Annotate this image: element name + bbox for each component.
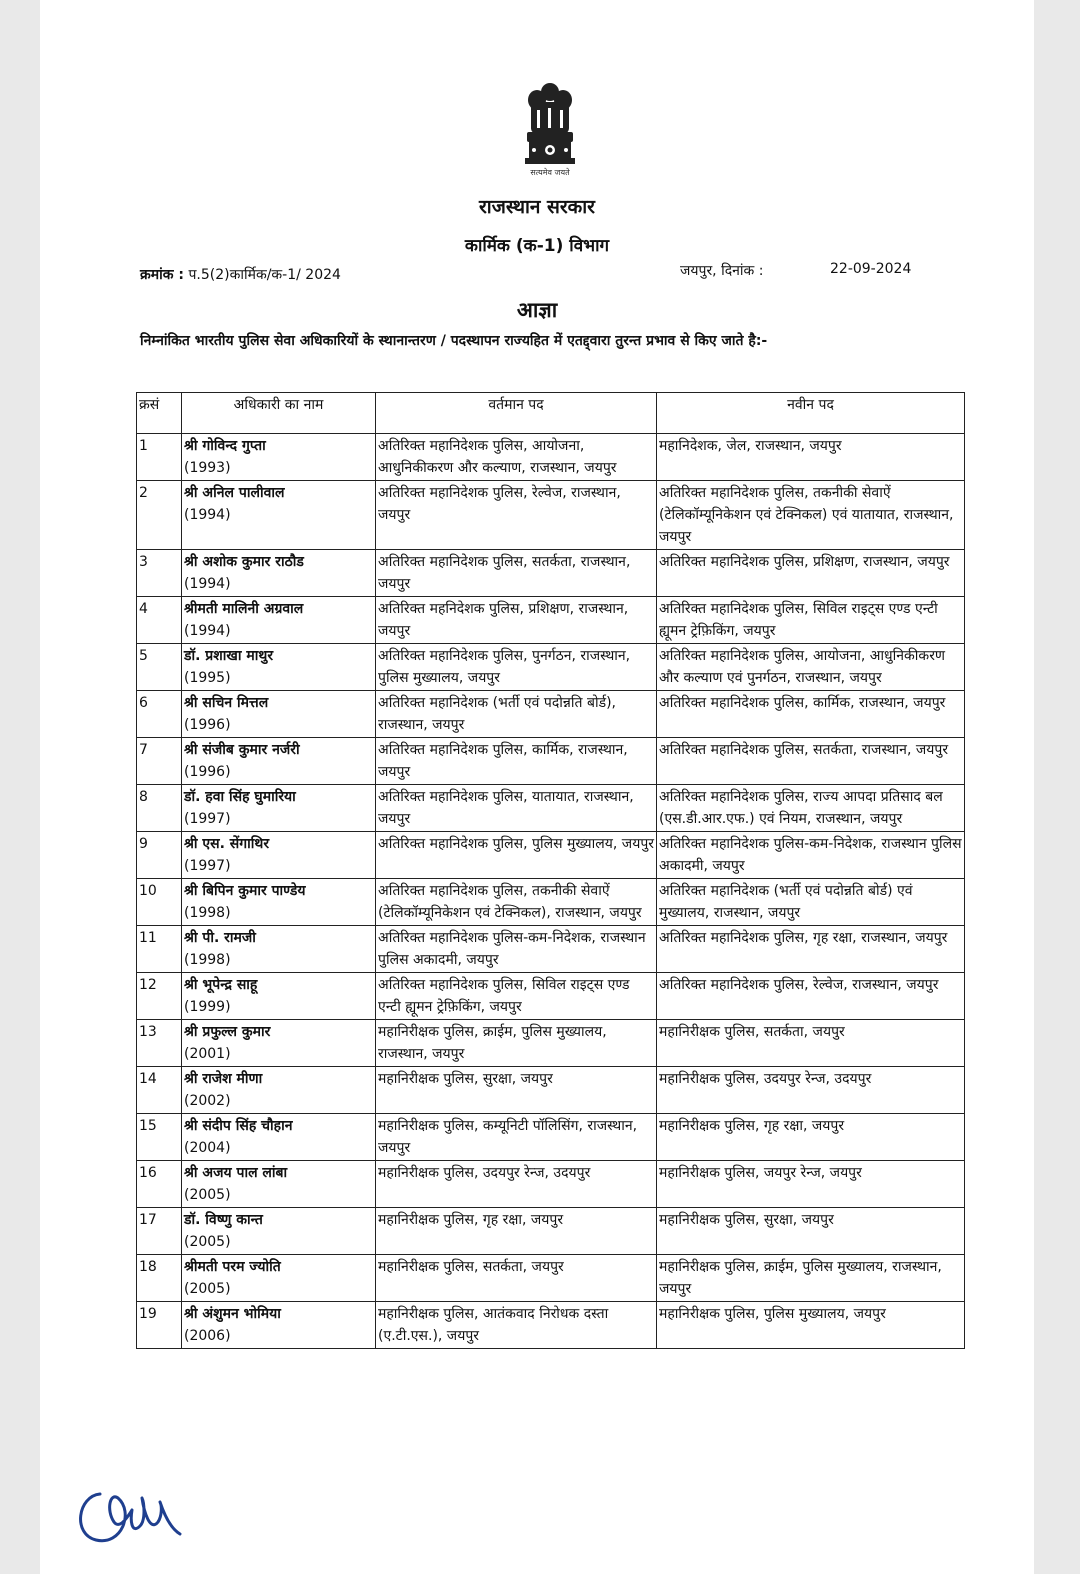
officer-batch-year: (2004) (184, 1140, 231, 1156)
document-page (40, 0, 1034, 1574)
header-name: अधिकारी का नाम (182, 393, 376, 434)
cell-current-post: अतिरिक्त महानिदेशक पुलिस, सतर्कता, राजस्थान, जयपुर (376, 550, 657, 597)
cell-sno: 17 (137, 1208, 182, 1255)
order-intro: निम्नांकित भारतीय पुलिस सेवा अधिकारियों के स्थानान्तरण / पदस्थापन राज्यहित में एतद्द्वारा तुरन्त प्रभाव से किए जाते है:- (140, 333, 768, 349)
order-date: 22-09-2024 (830, 261, 912, 277)
officer-batch-year: (1994) (184, 507, 231, 523)
government-title: राजस्थान सरकार (479, 196, 595, 218)
cell-officer (182, 1161, 376, 1208)
cell-officer (182, 1114, 376, 1161)
header-sno: क्रसं (137, 393, 182, 434)
emblem-motto: सत्यमेव जयते (530, 168, 570, 177)
table-row (137, 481, 965, 550)
cell-sno: 6 (137, 691, 182, 738)
officer-name: श्री राजेश मीणा (184, 1071, 263, 1087)
cell-officer (182, 1208, 376, 1255)
officer-batch-year: (1998) (184, 905, 231, 921)
cell-officer (182, 691, 376, 738)
cell-current-post: महानिरीक्षक पुलिस, सतर्कता, जयपुर (376, 1255, 657, 1302)
officer-name: श्रीमती मालिनी अग्रवाल (184, 601, 304, 617)
cell-new-post: अतिरिक्त महानिदेशक पुलिस, गृह रक्षा, राजस्थान, जयपुर (657, 926, 965, 973)
officer-name: श्री बिपिन कुमार पाण्डेय (184, 883, 306, 899)
cell-new-post: अतिरिक्त महानिदेशक पुलिस, प्रशिक्षण, राजस्थान, जयपुर (657, 550, 965, 597)
officer-batch-year: (1999) (184, 999, 231, 1015)
cell-officer (182, 1302, 376, 1349)
officer-batch-year: (1998) (184, 952, 231, 968)
officer-batch-year: (2005) (184, 1187, 231, 1203)
cell-current-post: अतिरिक्त महानिदेशक पुलिस, पुलिस मुख्यालय, जयपुर (376, 832, 657, 879)
table-row (137, 644, 965, 691)
table-row (137, 1255, 965, 1302)
table-header-row (137, 393, 965, 434)
cell-officer (182, 481, 376, 550)
table-row (137, 879, 965, 926)
officer-batch-year: (1993) (184, 460, 231, 476)
cell-officer (182, 1255, 376, 1302)
officer-batch-year: (1997) (184, 811, 231, 827)
table-row (137, 691, 965, 738)
cell-new-post: अतिरिक्त महानिदेशक पुलिस, तकनीकी सेवाऐं (टेलिकॉम्यूनिकेशन एवं टेक्निकल) एवं यातायात, राजस्थान, जयपुर (657, 481, 965, 550)
cell-new-post: अतिरिक्त महानिदेशक पुलिस, रेल्वेज, राजस्थान, जयपुर (657, 973, 965, 1020)
cell-current-post: महानिरीक्षक पुलिस, उदयपुर रेन्ज, उदयपुर (376, 1161, 657, 1208)
cell-current-post: महानिरीक्षक पुलिस, कम्यूनिटी पॉलिसिंग, राजस्थान, जयपुर (376, 1114, 657, 1161)
officer-name: श्री संजीब कुमार नर्जरी (184, 742, 300, 758)
cell-current-post: अतिरिक्त महानिदेशक पुलिस, यातायात, राजस्थान, जयपुर (376, 785, 657, 832)
cell-officer (182, 973, 376, 1020)
officer-name: श्री अंशुमन भोमिया (184, 1306, 281, 1322)
cell-new-post: अतिरिक्त महानिदेशक पुलिस, सतर्कता, राजस्थान, जयपुर (657, 738, 965, 785)
header-current-post: वर्तमान पद (376, 393, 657, 434)
place-date-label: जयपुर, दिनांक : (680, 263, 764, 279)
table-row (137, 1114, 965, 1161)
cell-new-post: अतिरिक्त महानिदेशक पुलिस, राज्य आपदा प्रतिसाद बल (एस.डी.आर.एफ.) एवं नियम, राजस्थान, जयपुर (657, 785, 965, 832)
cell-current-post: अतिरिक्त महानिदेशक पुलिस, रेल्वेज, राजस्थान, जयपुर (376, 481, 657, 550)
cell-new-post: अतिरिक्त महानिदेशक पुलिस, कार्मिक, राजस्थान, जयपुर (657, 691, 965, 738)
cell-officer (182, 434, 376, 481)
cell-current-post: अतिरिक्त महानिदेशक पुलिस, पुनर्गठन, राजस्थान, पुलिस मुख्यालय, जयपुर (376, 644, 657, 691)
table-row (137, 785, 965, 832)
officer-batch-year: (1994) (184, 576, 231, 592)
cell-new-post: महानिरीक्षक पुलिस, जयपुर रेन्ज, जयपुर (657, 1161, 965, 1208)
table-row (137, 1161, 965, 1208)
cell-current-post: महानिरीक्षक पुलिस, आतंकवाद निरोधक दस्ता (ए.टी.एस.), जयपुर (376, 1302, 657, 1349)
department-title: कार्मिक (क-1) विभाग (464, 236, 610, 256)
cell-sno: 3 (137, 550, 182, 597)
officer-batch-year: (1994) (184, 623, 231, 639)
cell-sno: 16 (137, 1161, 182, 1208)
officer-name: श्री सचिन मित्तल (184, 695, 269, 711)
officer-batch-year: (1997) (184, 858, 231, 874)
table-row (137, 434, 965, 481)
officer-name: श्री भूपेन्द्र साहू (184, 977, 258, 993)
cell-sno: 9 (137, 832, 182, 879)
cell-new-post: महानिरीक्षक पुलिस, उदयपुर रेन्ज, उदयपुर (657, 1067, 965, 1114)
officer-name: श्री अशोक कुमार राठौड (184, 554, 304, 570)
cell-sno: 1 (137, 434, 182, 481)
cell-sno: 18 (137, 1255, 182, 1302)
cell-officer (182, 597, 376, 644)
cell-current-post: अतिरिक्त महानिदेशक पुलिस, आयोजना, आधुनिकीकरण और कल्याण, राजस्थान, जयपुर (376, 434, 657, 481)
cell-officer (182, 785, 376, 832)
cell-officer (182, 1020, 376, 1067)
cell-current-post: महानिरीक्षक पुलिस, क्राईम, पुलिस मुख्यालय, राजस्थान, जयपुर (376, 1020, 657, 1067)
table-row (137, 832, 965, 879)
officer-name: डॉ. हवा सिंह घुमारिया (184, 789, 296, 805)
cell-current-post: अतिरिक्त महानिदेशक (भर्ती एवं पदोन्नति बोर्ड), राजस्थान, जयपुर (376, 691, 657, 738)
cell-new-post: महानिरीक्षक पुलिस, सतर्कता, जयपुर (657, 1020, 965, 1067)
transfer-table (136, 392, 965, 1349)
cell-new-post: महानिरीक्षक पुलिस, क्राईम, पुलिस मुख्यालय, राजस्थान, जयपुर (657, 1255, 965, 1302)
cell-new-post: महानिरीक्षक पुलिस, सुरक्षा, जयपुर (657, 1208, 965, 1255)
cell-current-post: महानिरीक्षक पुलिस, सुरक्षा, जयपुर (376, 1067, 657, 1114)
cell-sno: 2 (137, 481, 182, 550)
cell-current-post: महानिरीक्षक पुलिस, गृह रक्षा, जयपुर (376, 1208, 657, 1255)
officer-batch-year: (2005) (184, 1281, 231, 1297)
cell-current-post: अतिरिक्त महानिदेशक पुलिस-कम-निदेशक, राजस्थान पुलिस अकादमी, जयपुर (376, 926, 657, 973)
officer-name: श्री संदीप सिंह चौहान (184, 1118, 293, 1134)
header-new-post: नवीन पद (657, 393, 965, 434)
officer-name: डॉ. प्रशाखा माथुर (184, 648, 274, 664)
table-row (137, 597, 965, 644)
officer-name: श्रीमती परम ज्योति (184, 1259, 281, 1275)
cell-current-post: अतिरिक्त महानिदेशक पुलिस, सिविल राइट्स एण्ड एन्टी ह्यूमन ट्रेफ़िकिंग, जयपुर (376, 973, 657, 1020)
cell-sno: 11 (137, 926, 182, 973)
table-row (137, 1208, 965, 1255)
table-row (137, 1067, 965, 1114)
officer-name: श्री गोविन्द गुप्ता (184, 438, 266, 454)
reference-label: क्रमांक : (140, 267, 184, 283)
cell-new-post: अतिरिक्त महानिदेशक पुलिस, आयोजना, आधुनिकीकरण और कल्याण एवं पुनर्गठन, राजस्थान, जयपुर (657, 644, 965, 691)
table-row (137, 1020, 965, 1067)
cell-new-post: महानिरीक्षक पुलिस, पुलिस मुख्यालय, जयपुर (657, 1302, 965, 1349)
table-row (137, 550, 965, 597)
table-row (137, 1302, 965, 1349)
cell-officer (182, 738, 376, 785)
cell-officer (182, 1067, 376, 1114)
cell-new-post: अतिरिक्त महानिदेशक (भर्ती एवं पदोन्नति बोर्ड) एवं मुख्यालय, राजस्थान, जयपुर (657, 879, 965, 926)
officer-batch-year: (2001) (184, 1046, 231, 1062)
officer-batch-year: (2006) (184, 1328, 231, 1344)
cell-officer (182, 550, 376, 597)
officer-name: डॉ. विष्णु कान्त (184, 1212, 263, 1228)
cell-current-post: अतिरिक्त महानिदेशक पुलिस, कार्मिक, राजस्थान, जयपुर (376, 738, 657, 785)
order-title: आज्ञा (516, 298, 558, 322)
cell-sno: 19 (137, 1302, 182, 1349)
cell-sno: 7 (137, 738, 182, 785)
cell-officer (182, 832, 376, 879)
cell-current-post: अतिरिक्त महनिदेशक पुलिस, प्रशिक्षण, राजस्थान, जयपुर (376, 597, 657, 644)
signature-icon (70, 1482, 190, 1552)
officer-name: श्री एस. सेंगाथिर (184, 836, 270, 852)
reference-number (140, 265, 341, 284)
reference-value: प.5(2)कार्मिक/क-1/ 2024 (188, 267, 341, 283)
cell-new-post: महानिरीक्षक पुलिस, गृह रक्षा, जयपुर (657, 1114, 965, 1161)
officer-batch-year: (1996) (184, 764, 231, 780)
cell-officer (182, 879, 376, 926)
officer-name: श्री पी. रामजी (184, 930, 256, 946)
cell-sno: 4 (137, 597, 182, 644)
officer-batch-year: (2005) (184, 1234, 231, 1250)
cell-sno: 10 (137, 879, 182, 926)
cell-sno: 5 (137, 644, 182, 691)
table-row (137, 738, 965, 785)
cell-sno: 12 (137, 973, 182, 1020)
officer-name: श्री अजय पाल लांबा (184, 1165, 288, 1181)
cell-new-post: अतिरिक्त महानिदेशक पुलिस-कम-निदेशक, राजस्थान पुलिस अकादमी, जयपुर (657, 832, 965, 879)
cell-new-post: महानिदेशक, जेल, राजस्थान, जयपुर (657, 434, 965, 481)
cell-officer (182, 644, 376, 691)
table-row (137, 926, 965, 973)
cell-sno: 8 (137, 785, 182, 832)
officer-batch-year: (1996) (184, 717, 231, 733)
officer-batch-year: (2002) (184, 1093, 231, 1109)
officer-name: श्री प्रफुल्ल कुमार (184, 1024, 271, 1040)
cell-current-post: अतिरिक्त महानिदेशक पुलिस, तकनीकी सेवाऐं (टेलिकॉम्यूनिकेशन एवं टेक्निकल), राजस्थान, जयपुर (376, 879, 657, 926)
cell-officer (182, 926, 376, 973)
table-row (137, 973, 965, 1020)
cell-sno: 13 (137, 1020, 182, 1067)
cell-new-post: अतिरिक्त महानिदेशक पुलिस, सिविल राइट्स एण्ड एन्टी ह्यूमन ट्रेफ़िकिंग, जयपुर (657, 597, 965, 644)
officer-name: श्री अनिल पालीवाल (184, 485, 285, 501)
cell-sno: 14 (137, 1067, 182, 1114)
officer-batch-year: (1995) (184, 670, 231, 686)
cell-sno: 15 (137, 1114, 182, 1161)
